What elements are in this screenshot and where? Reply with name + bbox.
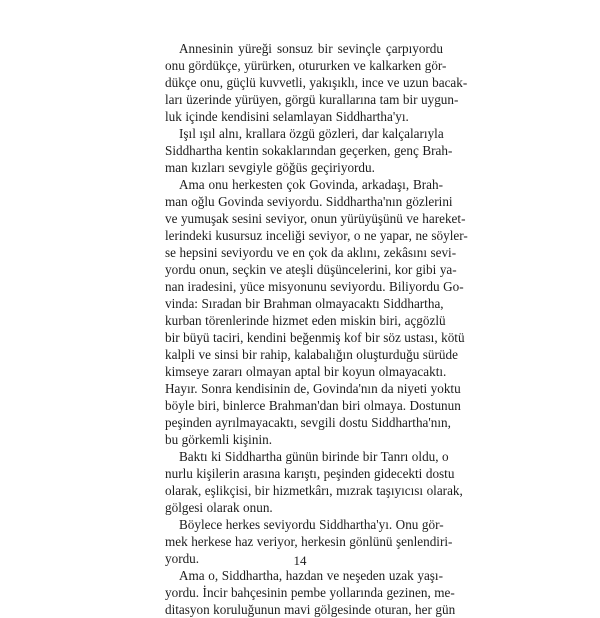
body-text [165,40,468,618]
text-line: se hepsini seviyordu ve en çok da aklını, zekâsını sevi- [165,245,457,260]
text-line: lerindeki kusursuz inceliği seviyor, o ne yapar, ne söyler- [165,228,468,243]
paragraph [165,448,463,516]
text-line: nan iradesini, yüce misyonunu seviyordu. Biliyordu Go- [165,279,464,294]
text-line: luk içinde kendisini selamlayan Siddhartha'yı. [165,109,409,124]
text-line: kalpli ve sinsi bir rahip, kalabalığın oluşturduğu sürüde [165,347,458,362]
text-line: Baktı ki Siddhartha günün birinde bir Tanrı oldu, o [179,449,449,464]
text-line: yordu onun, seçkin ve ateşli düşüncelerini, kor gibi ya- [165,262,457,277]
text-line: Annesinin yüreği sonsuz bir sevinçle çarpıyordu [179,41,443,56]
text-line: mek herkese haz veriyor, herkesin gönlünü şenlendiri- [165,534,453,549]
text-line: man oğlu Govinda seviyordu. Siddhartha'nın gözlerini [165,194,453,209]
text-line: yordu. İncir bahçesinin pembe yollarında gezinen, me- [165,585,455,600]
text-line: peşinden ayrılmayacaktı, sevgili dostu Siddhartha'nın, [165,415,451,430]
text-line: Böylece herkes seviyordu Siddhartha'yı. Onu gör- [179,517,444,532]
text-line: böyle biri, binlerce Brahman'dan biri olmaya. Dostunun [165,398,461,413]
text-line: vinda: Sıradan bir Brahman olmayacaktı Siddhartha, [165,296,444,311]
paragraph [165,176,468,448]
text-line: Işıl ışıl alnı, krallara özgü gözleri, dar kalçalarıyla [179,126,444,141]
text-line: ları üzerinde yürüyen, görgü kurallarına tam bir uygun- [165,92,459,107]
text-line: ditasyon koruluğunun mavi gölgesinde oturan, her gün [165,602,456,617]
text-line: Hayır. Sonra kendisinin de, Govinda'nın da niyeti yoktu [165,381,461,396]
text-line: man kızları sevgiyle göğüs geçiriyordu. [165,160,375,175]
text-line: bir büyü taciri, kendini beğenmiş kof bir söz ustası, kötü [165,330,465,345]
paragraph [165,567,456,618]
page-number: 14 [293,553,307,568]
text-line: Ama o, Siddhartha, hazdan ve neşeden uzak yaşı- [179,568,443,583]
text-line: yordu. [165,551,200,566]
text-line: onu gördükçe, yürürken, otururken ve kalkarken gör- [165,58,447,73]
text-line: Siddhartha kentin sokaklarından geçerken, genç Brah- [165,143,453,158]
text-line: kurban törenlerinde hizmet eden miskin biri, açgözlü [165,313,446,328]
text-line: Ama onu herkesten çok Govinda, arkadaşı, Brah- [179,177,443,192]
text-line: olarak, eşlikçisi, bir hizmetkârı, mızrak taşıyıcısı olarak, [165,483,463,498]
text-line: ve yumuşak sesini seviyor, onun yürüyüşünü ve hareket- [165,211,466,226]
paragraph [165,40,468,125]
text-line: dükçe onu, güçlü kuvvetli, yakışıklı, ince ve uzun bacak- [165,75,468,90]
paragraph [165,125,453,176]
text-line: kimseye zararı olmayan aptal bir koyun olmayacaktı. [165,364,447,379]
text-line: nurlu kişilerin arasına karıştı, peşinden gidecekti dostu [165,466,455,481]
text-line: gölgesi olarak onun. [165,500,273,515]
text-line: bu görkemli kişinin. [165,432,272,447]
